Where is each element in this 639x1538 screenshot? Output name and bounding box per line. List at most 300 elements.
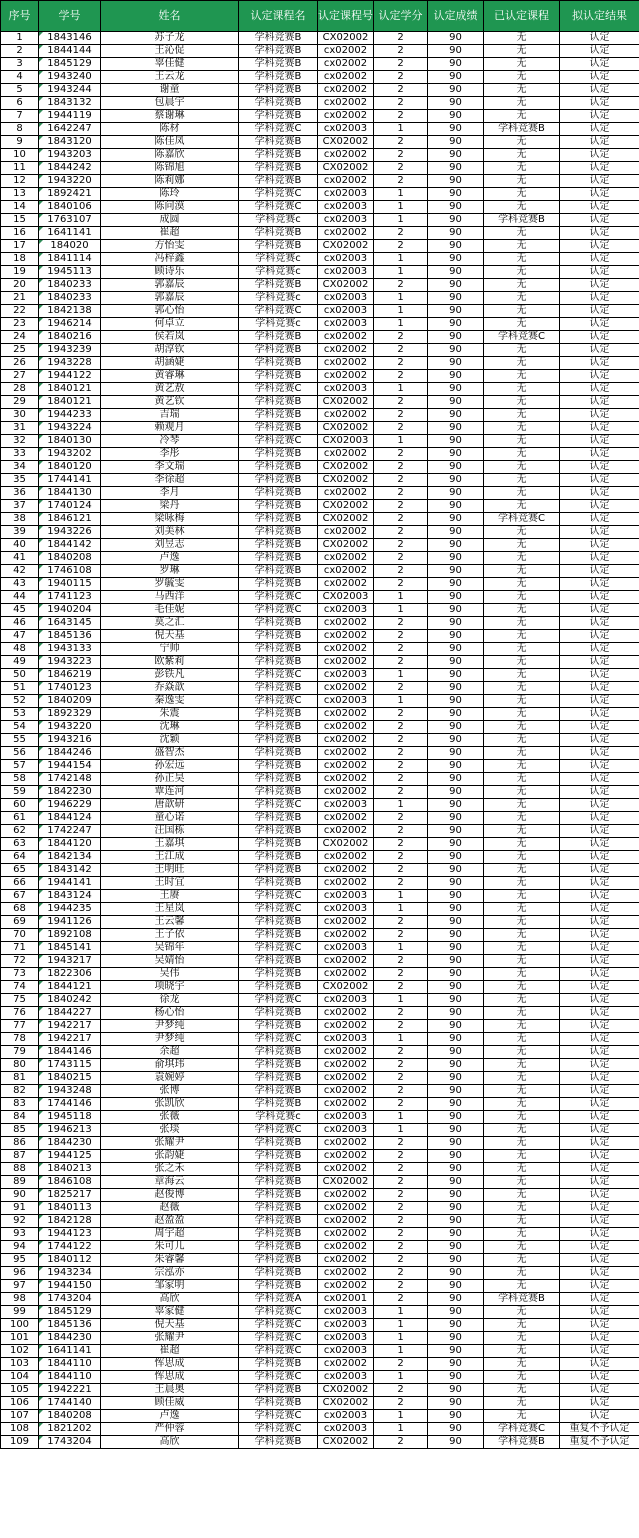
result-cell: 认定	[560, 1267, 639, 1280]
score-cell: 90	[428, 383, 484, 396]
course-code-cell: cx02003	[318, 253, 374, 266]
result-cell: 认定	[560, 1085, 639, 1098]
name-cell: 张薇	[101, 1111, 239, 1124]
name-cell: 张耀尹	[101, 1332, 239, 1345]
course-code-cell: CX02002	[318, 1436, 374, 1449]
table-row	[1, 773, 639, 786]
result-cell: 认定	[560, 864, 639, 877]
course-name-cell: 学科竞赛B	[239, 760, 318, 773]
score-cell: 90	[428, 1020, 484, 1033]
seq-cell: 28	[1, 383, 39, 396]
table-row	[1, 214, 639, 227]
course-name-cell: 学科竞赛C	[239, 1319, 318, 1332]
result-cell: 认定	[560, 279, 639, 292]
table-row	[1, 838, 639, 851]
course-code-cell: cx02002	[318, 721, 374, 734]
credits-cell: 2	[374, 734, 428, 747]
credits-cell: 2	[374, 773, 428, 786]
certified-course-cell: 无	[484, 1189, 560, 1202]
student-id-cell: 1944122	[39, 370, 101, 383]
seq-cell: 26	[1, 357, 39, 370]
course-code-cell: cx02002	[318, 1150, 374, 1163]
course-name-cell: 学科竞赛B	[239, 955, 318, 968]
result-cell: 认定	[560, 474, 639, 487]
course-code-cell: cx02001	[318, 1293, 374, 1306]
course-code-cell: cx02003	[318, 292, 374, 305]
score-cell: 90	[428, 1306, 484, 1319]
course-name-cell: 学科竞赛C	[239, 799, 318, 812]
course-name-cell: 学科竞赛B	[239, 357, 318, 370]
student-id-cell: 1943239	[39, 344, 101, 357]
name-cell: 梁丹	[101, 500, 239, 513]
certified-course-cell: 无	[484, 1215, 560, 1228]
seq-cell: 69	[1, 916, 39, 929]
score-cell: 90	[428, 487, 484, 500]
credits-cell: 2	[374, 1098, 428, 1111]
student-id-cell: 1840233	[39, 292, 101, 305]
course-code-cell: CX02002	[318, 838, 374, 851]
result-cell: 认定	[560, 591, 639, 604]
score-cell: 90	[428, 331, 484, 344]
header-row	[1, 1, 639, 32]
student-id-cell: 1944125	[39, 1150, 101, 1163]
seq-cell: 107	[1, 1410, 39, 1423]
result-cell: 认定	[560, 266, 639, 279]
course-name-cell: 学科竞赛B	[239, 487, 318, 500]
course-name-cell: 学科竞赛c	[239, 266, 318, 279]
student-id-cell: 1940115	[39, 578, 101, 591]
certified-course-cell: 学科竞赛B	[484, 1436, 560, 1449]
score-cell: 90	[428, 760, 484, 773]
course-name-cell: 学科竞赛C	[239, 1410, 318, 1423]
table-row	[1, 942, 639, 955]
name-cell: 胡淳钦	[101, 344, 239, 357]
course-code-cell: cx02003	[318, 1371, 374, 1384]
student-id-cell: 1842230	[39, 786, 101, 799]
name-cell: 倪天基	[101, 1319, 239, 1332]
certified-course-cell: 无	[484, 695, 560, 708]
result-cell: 认定	[560, 383, 639, 396]
credits-cell: 1	[374, 188, 428, 201]
course-code-cell: cx02002	[318, 344, 374, 357]
course-code-cell: cx02002	[318, 1059, 374, 1072]
credits-cell: 2	[374, 162, 428, 175]
certified-course-cell: 无	[484, 1085, 560, 1098]
course-code-cell: cx02002	[318, 1241, 374, 1254]
seq-cell: 1	[1, 32, 39, 45]
certified-course-cell: 无	[484, 1176, 560, 1189]
certified-course-cell: 无	[484, 370, 560, 383]
student-id-cell: 1943223	[39, 656, 101, 669]
table-row	[1, 448, 639, 461]
name-cell: 朱可儿	[101, 1241, 239, 1254]
table-row	[1, 721, 639, 734]
certified-course-cell: 无	[484, 1033, 560, 1046]
course-code-cell: cx02002	[318, 1137, 374, 1150]
credits-cell: 2	[374, 760, 428, 773]
seq-cell: 14	[1, 201, 39, 214]
course-name-cell: 学科竞赛B	[239, 877, 318, 890]
course-name-cell: 学科竞赛B	[239, 409, 318, 422]
name-cell: 王子依	[101, 929, 239, 942]
course-code-cell: CX02003	[318, 435, 374, 448]
credits-cell: 2	[374, 1007, 428, 1020]
course-name-cell: 学科竞赛B	[239, 1046, 318, 1059]
score-cell: 90	[428, 838, 484, 851]
seq-cell: 17	[1, 240, 39, 253]
student-id-cell: 1743115	[39, 1059, 101, 1072]
result-cell: 认定	[560, 461, 639, 474]
table-row	[1, 955, 639, 968]
course-name-cell: 学科竞赛B	[239, 162, 318, 175]
name-cell: 项晓宇	[101, 981, 239, 994]
score-cell: 90	[428, 721, 484, 734]
certified-course-cell: 无	[484, 981, 560, 994]
certified-course-cell: 无	[484, 1410, 560, 1423]
student-id-cell: 1944119	[39, 110, 101, 123]
student-id-cell: 1641141	[39, 227, 101, 240]
result-cell: 认定	[560, 214, 639, 227]
result-cell: 认定	[560, 422, 639, 435]
seq-cell: 93	[1, 1228, 39, 1241]
certified-course-cell: 无	[484, 500, 560, 513]
name-cell: 吴锦年	[101, 942, 239, 955]
student-id-cell: 1840113	[39, 1202, 101, 1215]
credits-cell: 2	[374, 1085, 428, 1098]
table-row	[1, 71, 639, 84]
certified-course-cell: 无	[484, 1137, 560, 1150]
result-cell: 认定	[560, 331, 639, 344]
score-cell: 90	[428, 565, 484, 578]
credits-cell: 1	[374, 799, 428, 812]
seq-cell: 42	[1, 565, 39, 578]
name-cell: 赵俊博	[101, 1189, 239, 1202]
student-id-cell: 1943203	[39, 149, 101, 162]
table-row	[1, 1410, 639, 1423]
seq-cell: 87	[1, 1150, 39, 1163]
score-cell: 90	[428, 617, 484, 630]
score-cell: 90	[428, 1189, 484, 1202]
certified-course-cell: 无	[484, 604, 560, 617]
result-cell: 认定	[560, 1410, 639, 1423]
student-id-cell: 1821202	[39, 1423, 101, 1436]
result-cell: 认定	[560, 58, 639, 71]
credits-cell: 2	[374, 279, 428, 292]
course-code-cell: cx02002	[318, 409, 374, 422]
score-cell: 90	[428, 227, 484, 240]
header-result: 拟认定结果	[560, 1, 639, 32]
course-code-cell: cx02003	[318, 1306, 374, 1319]
course-code-cell: CX02002	[318, 279, 374, 292]
table-row	[1, 253, 639, 266]
seq-cell: 21	[1, 292, 39, 305]
result-cell: 认定	[560, 162, 639, 175]
course-name-cell: 学科竞赛B	[239, 461, 318, 474]
result-cell: 认定	[560, 1176, 639, 1189]
credits-cell: 2	[374, 357, 428, 370]
seq-cell: 16	[1, 227, 39, 240]
course-code-cell: cx02003	[318, 1033, 374, 1046]
student-id-cell: 1840208	[39, 1410, 101, 1423]
course-code-cell: CX02002	[318, 474, 374, 487]
certified-course-cell: 无	[484, 526, 560, 539]
certified-course-cell: 无	[484, 630, 560, 643]
course-code-cell: cx02002	[318, 1072, 374, 1085]
certified-course-cell: 无	[484, 968, 560, 981]
score-cell: 90	[428, 500, 484, 513]
name-cell: 乔焱歆	[101, 682, 239, 695]
seq-cell: 49	[1, 656, 39, 669]
course-code-cell: cx02002	[318, 1228, 374, 1241]
certified-course-cell: 无	[484, 58, 560, 71]
course-name-cell: 学科竞赛B	[239, 773, 318, 786]
course-code-cell: cx02003	[318, 1423, 374, 1436]
score-cell: 90	[428, 1345, 484, 1358]
name-cell: 方怡雯	[101, 240, 239, 253]
course-code-cell: cx02002	[318, 552, 374, 565]
score-cell: 90	[428, 539, 484, 552]
score-cell: 90	[428, 1384, 484, 1397]
name-cell: 李文瑞	[101, 461, 239, 474]
course-name-cell: 学科竞赛B	[239, 84, 318, 97]
course-name-cell: 学科竞赛B	[239, 708, 318, 721]
student-id-cell: 1744122	[39, 1241, 101, 1254]
course-code-cell: CX02002	[318, 981, 374, 994]
seq-cell: 84	[1, 1111, 39, 1124]
certified-course-cell: 无	[484, 357, 560, 370]
credits-cell: 2	[374, 240, 428, 253]
seq-cell: 77	[1, 1020, 39, 1033]
credits-cell: 2	[374, 58, 428, 71]
course-name-cell: 学科竞赛B	[239, 474, 318, 487]
course-code-cell: CX02002	[318, 461, 374, 474]
course-code-cell: cx02003	[318, 123, 374, 136]
certified-course-cell: 无	[484, 734, 560, 747]
course-name-cell: 学科竞赛B	[239, 838, 318, 851]
score-cell: 90	[428, 162, 484, 175]
score-cell: 90	[428, 422, 484, 435]
course-code-cell: cx02003	[318, 1410, 374, 1423]
certified-course-cell: 学科竞赛C	[484, 513, 560, 526]
table-row	[1, 1280, 639, 1293]
course-code-cell: cx02003	[318, 188, 374, 201]
course-name-cell: 学科竞赛B	[239, 734, 318, 747]
result-cell: 认定	[560, 253, 639, 266]
student-id-cell: 1944235	[39, 903, 101, 916]
course-name-cell: 学科竞赛C	[239, 1345, 318, 1358]
result-cell: 认定	[560, 1189, 639, 1202]
certified-course-cell: 无	[484, 448, 560, 461]
credits-cell: 2	[374, 110, 428, 123]
seq-cell: 74	[1, 981, 39, 994]
credits-cell: 2	[374, 526, 428, 539]
seq-cell: 106	[1, 1397, 39, 1410]
credits-cell: 2	[374, 1397, 428, 1410]
course-code-cell: cx02002	[318, 58, 374, 71]
certified-course-cell: 无	[484, 890, 560, 903]
student-id-cell: 1944154	[39, 760, 101, 773]
name-cell: 童心诺	[101, 812, 239, 825]
credits-cell: 1	[374, 903, 428, 916]
course-name-cell: 学科竞赛B	[239, 1189, 318, 1202]
header-course-name: 认定课程名	[239, 1, 318, 32]
credits-cell: 2	[374, 838, 428, 851]
table-row	[1, 1150, 639, 1163]
course-code-cell: cx02002	[318, 1254, 374, 1267]
seq-cell: 58	[1, 773, 39, 786]
score-cell: 90	[428, 292, 484, 305]
student-id-cell: 1943217	[39, 955, 101, 968]
score-cell: 90	[428, 396, 484, 409]
score-cell: 90	[428, 1241, 484, 1254]
course-code-cell: cx02002	[318, 97, 374, 110]
name-cell: 张韵婕	[101, 1150, 239, 1163]
table-row	[1, 1085, 639, 1098]
credits-cell: 2	[374, 1293, 428, 1306]
course-code-cell: CX02002	[318, 1397, 374, 1410]
certified-course-cell: 无	[484, 227, 560, 240]
score-cell: 90	[428, 643, 484, 656]
course-code-cell: cx02002	[318, 734, 374, 747]
student-id-cell: 1943220	[39, 175, 101, 188]
result-cell: 认定	[560, 1215, 639, 1228]
name-cell: 王晨奥	[101, 1384, 239, 1397]
course-name-cell: 学科竞赛C	[239, 201, 318, 214]
table-row	[1, 1163, 639, 1176]
course-code-cell: cx02002	[318, 149, 374, 162]
student-id-cell: 1844120	[39, 838, 101, 851]
certified-course-cell: 无	[484, 1358, 560, 1371]
certified-course-cell: 无	[484, 916, 560, 929]
score-cell: 90	[428, 266, 484, 279]
score-cell: 90	[428, 1033, 484, 1046]
seq-cell: 10	[1, 149, 39, 162]
certified-course-cell: 学科竞赛B	[484, 123, 560, 136]
student-id-cell: 1844230	[39, 1137, 101, 1150]
course-code-cell: CX02002	[318, 500, 374, 513]
seq-cell: 53	[1, 708, 39, 721]
student-id-cell: 1844121	[39, 981, 101, 994]
name-cell: 卢逸	[101, 1410, 239, 1423]
seq-cell: 72	[1, 955, 39, 968]
course-name-cell: 学科竞赛B	[239, 539, 318, 552]
credits-cell: 2	[374, 617, 428, 630]
course-name-cell: 学科竞赛C	[239, 188, 318, 201]
course-name-cell: 学科竞赛B	[239, 71, 318, 84]
name-cell: 沈琳	[101, 721, 239, 734]
course-name-cell: 学科竞赛B	[239, 1072, 318, 1085]
course-code-cell: cx02002	[318, 630, 374, 643]
header-credits: 认定学分	[374, 1, 428, 32]
certified-course-cell: 无	[484, 617, 560, 630]
result-cell: 认定	[560, 1397, 639, 1410]
seq-cell: 29	[1, 396, 39, 409]
score-cell: 90	[428, 136, 484, 149]
table-row	[1, 1202, 639, 1215]
name-cell: 赵薇	[101, 1202, 239, 1215]
result-cell: 认定	[560, 1332, 639, 1345]
name-cell: 王嘉琪	[101, 838, 239, 851]
name-cell: 王云馨	[101, 916, 239, 929]
course-code-cell: cx02002	[318, 747, 374, 760]
certified-course-cell: 无	[484, 84, 560, 97]
seq-cell: 59	[1, 786, 39, 799]
name-cell: 顾佳威	[101, 1397, 239, 1410]
credits-cell: 1	[374, 669, 428, 682]
table-row	[1, 318, 639, 331]
score-cell: 90	[428, 71, 484, 84]
score-cell: 90	[428, 708, 484, 721]
certified-course-cell: 无	[484, 175, 560, 188]
table-row	[1, 1059, 639, 1072]
name-cell: 徐龙	[101, 994, 239, 1007]
student-id-cell: 1844142	[39, 539, 101, 552]
student-id-cell: 1945113	[39, 266, 101, 279]
student-id-cell: 1844110	[39, 1371, 101, 1384]
name-cell: 邹家明	[101, 1280, 239, 1293]
student-id-cell: 1940204	[39, 604, 101, 617]
course-code-cell: cx02003	[318, 1111, 374, 1124]
student-id-cell: 1763107	[39, 214, 101, 227]
table-row	[1, 422, 639, 435]
certified-course-cell: 无	[484, 994, 560, 1007]
student-id-cell: 1943216	[39, 734, 101, 747]
credits-cell: 2	[374, 1215, 428, 1228]
student-id-cell: 1843120	[39, 136, 101, 149]
result-cell: 认定	[560, 682, 639, 695]
table-row	[1, 539, 639, 552]
result-cell: 认定	[560, 292, 639, 305]
certified-course-cell: 无	[484, 1254, 560, 1267]
table-row	[1, 396, 639, 409]
result-cell: 认定	[560, 578, 639, 591]
score-cell: 90	[428, 773, 484, 786]
seq-cell: 13	[1, 188, 39, 201]
student-id-cell: 1943226	[39, 526, 101, 539]
result-cell: 认定	[560, 1046, 639, 1059]
certified-course-cell: 无	[484, 136, 560, 149]
credits-cell: 2	[374, 1072, 428, 1085]
result-cell: 认定	[560, 435, 639, 448]
score-cell: 90	[428, 903, 484, 916]
score-cell: 90	[428, 604, 484, 617]
course-name-cell: 学科竞赛B	[239, 812, 318, 825]
score-cell: 90	[428, 877, 484, 890]
seq-cell: 8	[1, 123, 39, 136]
certified-course-cell: 无	[484, 812, 560, 825]
certified-course-cell: 无	[484, 1007, 560, 1020]
seq-cell: 67	[1, 890, 39, 903]
certified-course-cell: 无	[484, 656, 560, 669]
course-name-cell: 学科竞赛C	[239, 1332, 318, 1345]
name-cell: 刘美林	[101, 526, 239, 539]
score-cell: 90	[428, 812, 484, 825]
course-name-cell: 学科竞赛B	[239, 1137, 318, 1150]
name-cell: 王赓	[101, 890, 239, 903]
course-name-cell: 学科竞赛C	[239, 1124, 318, 1137]
course-name-cell: 学科竞赛B	[239, 32, 318, 45]
credits-cell: 2	[374, 45, 428, 58]
table-row	[1, 1176, 639, 1189]
table-row	[1, 1111, 639, 1124]
result-cell: 认定	[560, 643, 639, 656]
name-cell: 恽思成	[101, 1358, 239, 1371]
student-id-cell: 1942221	[39, 1384, 101, 1397]
course-name-cell: 学科竞赛C	[239, 383, 318, 396]
result-cell: 认定	[560, 396, 639, 409]
result-cell: 认定	[560, 1150, 639, 1163]
course-name-cell: 学科竞赛B	[239, 1241, 318, 1254]
